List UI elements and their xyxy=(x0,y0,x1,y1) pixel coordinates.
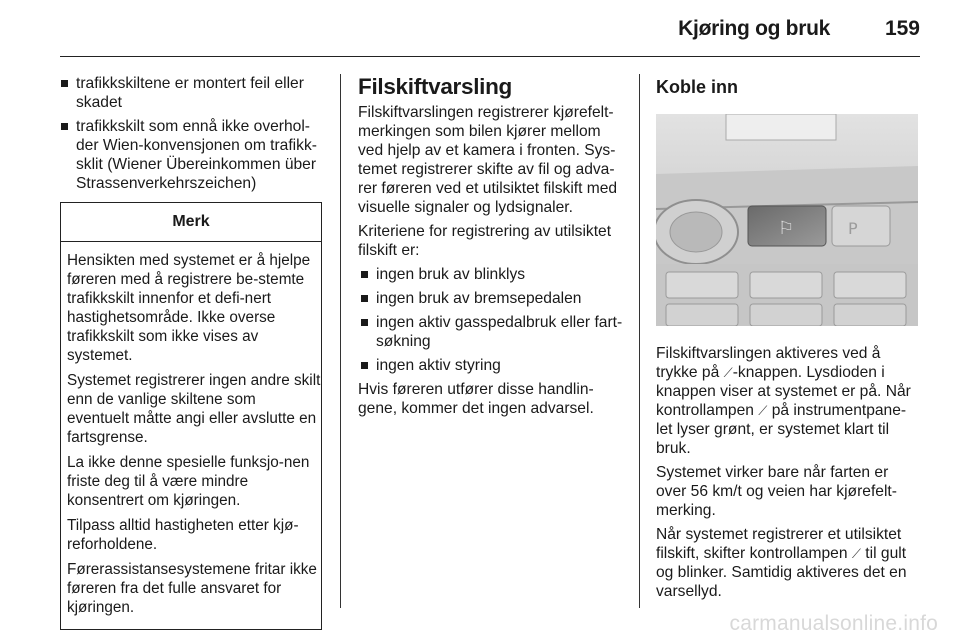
bullet-square-icon xyxy=(61,80,68,87)
bullet-square-icon xyxy=(361,362,368,369)
note-paragraph: La ikke denne spesielle funksjo-nen friste deg til å være mindre konsentrert om kjøringen. xyxy=(67,454,310,509)
note-paragraph: Hensikten med systemet er å hjelpe føreren med å registrere be-stemte trafikkskilt innenfor et defi-nert hastighetsområde. Ikke overse trafikkskilt som ikke vises av systemet. xyxy=(67,252,311,364)
paragraph: Kriteriene for registrering av utilsiktet filskift er: xyxy=(358,223,612,259)
note-box xyxy=(60,202,322,630)
dashboard-photo-illustration xyxy=(656,114,918,326)
watermark: carmanualsonline.info xyxy=(729,612,938,635)
note-paragraph: Systemet registrerer ingen andre skilt enn de vanlige skiltene som eventuelt måtte angi eller avslutte en fartsgrense. xyxy=(67,372,321,446)
dashboard-button-photo xyxy=(656,114,918,326)
section-heading: Filskiftvarsling xyxy=(358,74,512,99)
bullet-list xyxy=(60,74,322,193)
paragraph: Filskiftvarslingen registrerer kjørefelt-merkingen som bilen kjører mellom ved hjelp av et kamera i fronten. Sys-temet registrerer skifte av fil og adva-rer føreren ved et utilsiktet filskift med visuelle signaler og lydsignaler. xyxy=(358,104,618,216)
list-item: ingen bruk av bremsepedalen xyxy=(360,289,626,308)
paragraph: Systemet virker bare når farten er over 56 km/t og veien har kjørefelt-merking. xyxy=(656,464,897,519)
note-paragraph: Tilpass alltid hastigheten etter kjø-reforholdene. xyxy=(67,517,299,553)
page-header xyxy=(60,0,920,57)
subsection-heading: Koble inn xyxy=(656,77,738,97)
column-left xyxy=(60,74,322,630)
bullet-square-icon xyxy=(61,123,68,130)
svg-text:⚐: ⚐ xyxy=(778,218,795,239)
park-button-label: P xyxy=(848,219,858,238)
list-item: ingen aktiv styring xyxy=(360,356,626,375)
list-item: ingen bruk av blinklys xyxy=(360,265,626,284)
paragraph: Filskiftvarslingen aktiveres ved å trykke på ⟋-knappen. Lysdioden i knappen viser at systemet er på. Når kontrollampen ⟋ på instrumentpane-let lyser grønt, er systemet klart til bruk. xyxy=(656,345,911,457)
column-middle xyxy=(358,74,626,423)
list-item: ingen aktiv gasspedalbruk eller fart-søkning xyxy=(360,313,626,351)
page-number: 159 xyxy=(884,17,920,40)
bullet-square-icon xyxy=(361,271,368,278)
note-paragraph: Førerassistansesystemene fritar ikke føreren fra det fulle ansvaret for kjøringen. xyxy=(67,561,317,616)
bullet-square-icon xyxy=(361,295,368,302)
list-item: trafikkskilt som ennå ikke overhol-der Wien-konvensjonen om trafikk-sklit (Wiener Übereinkommen über Strassenverkehrszeichen) xyxy=(60,117,322,193)
lane-departure-icon: ⟋ xyxy=(758,403,768,418)
lane-departure-icon: ⟋ xyxy=(851,546,861,561)
bullet-list xyxy=(360,265,626,375)
column-right xyxy=(656,74,920,606)
bullet-square-icon xyxy=(361,319,368,326)
column-divider xyxy=(639,74,640,608)
paragraph: Hvis føreren utfører disse handlin-gene, kommer det ingen advarsel. xyxy=(358,381,594,417)
note-body xyxy=(61,242,321,629)
section-title: Kjøring og bruk xyxy=(678,17,830,40)
lane-departure-icon: ⟋ xyxy=(723,365,733,380)
note-heading: Merk xyxy=(61,203,321,242)
paragraph: Når systemet registrerer et utilsiktet filskift, skifter kontrollampen ⟋ til gult og blinker. Samtidig aktiveres det en varsellyd. xyxy=(656,526,907,600)
column-divider xyxy=(340,74,341,608)
list-item: trafikkskiltene er montert feil eller skadet xyxy=(60,74,322,112)
